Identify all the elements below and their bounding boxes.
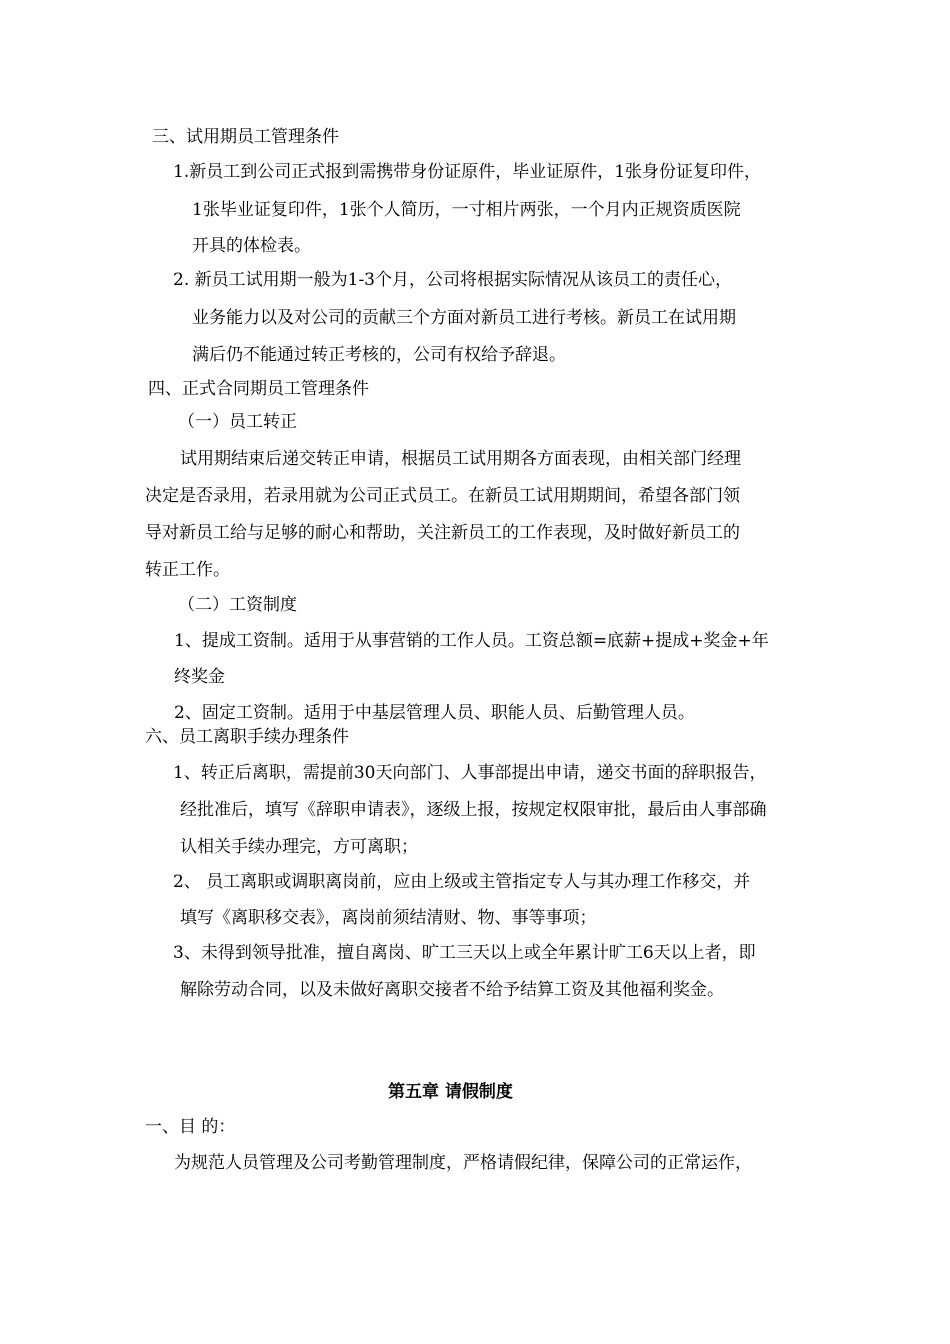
probation-item1-line2: 1张毕业证复印件，1张个人简历，一寸相片两张，一个月内正规资质医院 [192,200,741,220]
chapter-title: 第五章 请假制度 [388,1082,513,1102]
probation-item2-line2: 业务能力以及对公司的贡献三个方面对新员工进行考核。新员工在试用期 [192,308,736,328]
resignation-item2-line1: 2、 员工离职或调职离岗前，应由上级或主管指定专人与其办理工作移交，并 [173,872,751,892]
resignation-item3-line1: 3、未得到领导批准，擅自离岗、旷工三天以上或全年累计旷工6天以上者，即 [173,943,756,963]
salary-item1-line1: 1、提成工资制。适用于从事营销的工作人员。工资总额=底薪+提成+奖金+年 [174,631,769,651]
resignation-item1-line3: 认相关手续办理完，方可离职； [180,837,418,857]
subheading-salary-system: （二）工资制度 [178,595,297,615]
resignation-item1-line1: 1、转正后离职，需提前30天向部门、人事部提出申请，递交书面的辞职报告， [173,763,767,783]
confirmation-line1: 试用期结束后递交转正申请，根据员工试用期各方面表现，由相关部门经理 [180,449,741,469]
probation-item2-line1: 2. 新员工试用期一般为1-3个月，公司将根据实际情况从该员工的责任心， [173,270,732,290]
resignation-item1-line2: 经批准后，填写《辞职申请表》，逐级上报，按规定权限审批，最后由人事部确 [180,800,767,820]
salary-item1-line2: 终奖金 [174,667,225,687]
section-heading-probation: 三、试用期员工管理条件 [152,127,339,147]
section-heading-formal-contract: 四、正式合同期员工管理条件 [148,379,369,399]
salary-item2: 2、固定工资制。适用于中基层管理人员、职能人员、后勤管理人员。 [174,703,695,723]
confirmation-line3: 导对新员工给与足够的耐心和帮助，关注新员工的工作表现，及时做好新员工的 [145,523,740,543]
purpose-line1: 为规范人员管理及公司考勤管理制度，严格请假纪律，保障公司的正常运作， [174,1153,752,1173]
resignation-item2-line2: 填写《离职移交表》，离岗前须结清财、物、事等事项； [180,908,597,928]
probation-item1-line1: 1.新员工到公司正式报到需携带身份证原件，毕业证原件，1张身份证复印件， [173,162,762,182]
subheading-confirmation: （一）员工转正 [178,412,297,432]
section-heading-resignation: 六、员工离职手续办理条件 [145,727,349,747]
resignation-item3-line2: 解除劳动合同，以及未做好离职交接者不给予结算工资及其他福利奖金。 [180,980,724,1000]
probation-item2-line3: 满后仍不能通过转正考核的，公司有权给予辞退。 [192,345,566,365]
confirmation-line2: 决定是否录用，若录用就为公司正式员工。在新员工试用期期间，希望各部门领 [145,486,740,506]
confirmation-line4: 转正工作。 [145,560,230,580]
purpose-heading: 一、目 的： [145,1117,236,1137]
probation-item1-line3: 开具的体检表。 [192,236,311,256]
